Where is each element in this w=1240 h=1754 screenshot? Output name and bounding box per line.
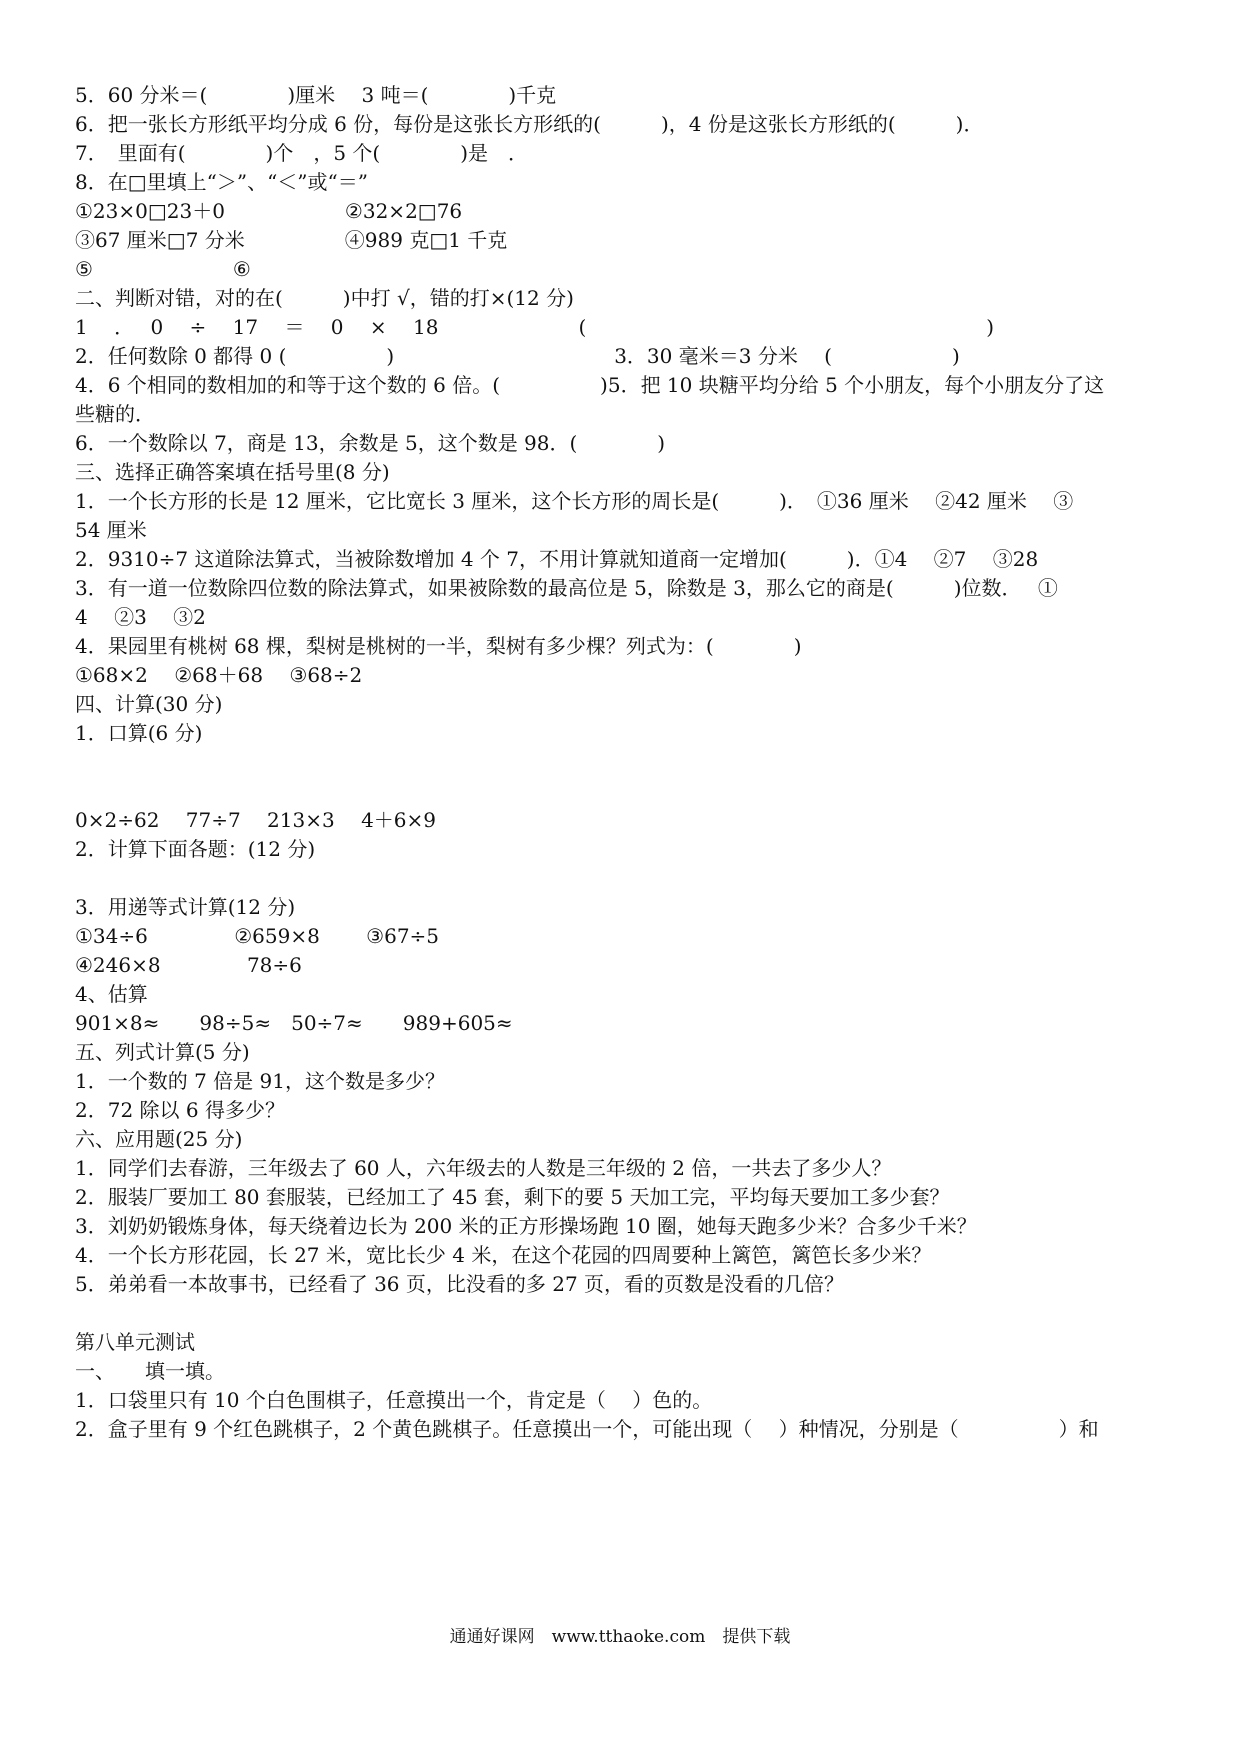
text-line: 0×2÷62 77÷7 213×3 4＋6×9 — [75, 808, 437, 832]
text-line: ①23×0□23＋0 ②32×2□76 — [75, 199, 463, 223]
text-line: 4 ②3 ③2 — [75, 605, 206, 629]
text-line: 901×8≈ 98÷5≈ 50÷7≈ 989+605≈ — [75, 1011, 513, 1035]
text-line: 6．把一张长方形纸平均分成 6 份，每份是这张长方形纸的( )，4 份是这张长方形纸的( )． — [75, 112, 984, 136]
text-line: ③67 厘米□7 分米 ④989 克□1 千克 — [75, 228, 508, 252]
unit-title: 第八单元测试 — [75, 1330, 195, 1354]
text-line: ④246×8 78÷6 — [75, 953, 302, 977]
text-line: 6．一个数除以 7，商是 13，余数是 5，这个数是 98．( ) — [75, 431, 666, 455]
page-footer: 通通好课网 www.tthaoke.com 提供下载 — [449, 1627, 791, 1647]
text-line: 1 ． 0 ÷ 17 ＝ 0 × 18 ( ) — [75, 315, 995, 339]
text-line: 7． 里面有( )个 ，5 个( )是 ． — [75, 141, 529, 165]
text-line: 1．一个数的 7 倍是 91，这个数是多少？ — [75, 1069, 445, 1093]
text-line: 2．计算下面各题：(12 分) — [75, 837, 316, 861]
section-heading: 三、选择正确答案填在括号里(8 分) — [75, 460, 390, 484]
section-heading: 六、应用题(25 分) — [75, 1127, 243, 1151]
section-heading: 一、 填一填。 — [75, 1359, 225, 1383]
text-line: 2．服装厂要加工 80 套服装，已经加工了 45 套，剩下的要 5 天加工完，平均每天要加工多少套？ — [75, 1185, 950, 1209]
text-line: 54 厘米 — [75, 518, 147, 542]
text-line: 8．在□里填上“＞”、“＜”或“＝” — [75, 170, 368, 194]
section-heading: 二、判断对错，对的在( )中打 √，错的打×(12 分) — [75, 286, 574, 310]
text-line: 1．口算(6 分) — [75, 721, 203, 745]
text-line: 4．一个长方形花园，长 27 米，宽比长少 4 米，在这个花园的四周要种上篱笆，篱笆长多少米？ — [75, 1243, 932, 1267]
text-line: 3．刘奶奶锻炼身体，每天绕着边长为 200 米的正方形操场跑 10 圈，她每天跑多少米？合多少千米？ — [75, 1214, 977, 1238]
text-line: 2．任何数除 0 都得 0 ( ) 3．30 毫米＝3 分米 ( ) — [75, 344, 960, 368]
text-line: 4．6 个相同的数相加的和等于这个数的 6 倍。( )5．把 10 块糖平均分给 5 个小朋友，每个小朋友分了这 — [75, 373, 1105, 397]
text-line: 2．9310÷7 这道除法算式，当被除数增加 4 个 7，不用计算就知道商一定增加( )．①4 ②7 ③28 — [75, 547, 1039, 571]
text-line: ⑤ ⑥ — [75, 257, 251, 281]
text-line: 1．同学们去春游，三年级去了 60 人，六年级去的人数是三年级的 2 倍，一共去了多少人？ — [75, 1156, 892, 1180]
section-heading: 四、计算(30 分) — [75, 692, 223, 716]
text-line: 2．72 除以 6 得多少？ — [75, 1098, 285, 1122]
section-heading: 五、列式计算(5 分) — [75, 1040, 250, 1064]
text-line: 1．一个长方形的长是 12 厘米，它比宽长 3 厘米，这个长方形的周长是( )． ①36 厘米 ②42 厘米 ③ — [75, 489, 1074, 513]
text-line: 3．有一道一位数除四位数的除法算式，如果被除数的最高位是 5，除数是 3，那么它的商是( )位数． ① — [75, 576, 1058, 600]
text-line: ①68×2 ②68＋68 ③68÷2 — [75, 663, 363, 687]
text-line: 1．口袋里只有 10 个白色围棋子，任意摸出一个，肯定是（ ）色的。 — [75, 1388, 713, 1412]
text-line: 4、估算 — [75, 982, 148, 1006]
text-line: 5．弟弟看一本故事书，已经看了 36 页，比没看的多 27 页，看的页数是没看的几倍？ — [75, 1272, 845, 1296]
text-line: ①34÷6 ②659×8 ③67÷5 — [75, 924, 440, 948]
text-line: 4．果园里有桃树 68 棵，梨树是桃树的一半，梨树有多少棵？列式为：( ) — [75, 634, 802, 658]
text-line: 5．60 分米＝( )厘米 3 吨＝( )千克 — [75, 83, 557, 107]
text-line: 3．用递等式计算(12 分) — [75, 895, 296, 919]
text-line: 些糖的． — [75, 402, 155, 426]
text-line: 2．盒子里有 9 个红色跳棋子，2 个黄色跳棋子。任意摸出一个，可能出现（ ）种情况，分别是（ ）和 — [75, 1417, 1099, 1441]
